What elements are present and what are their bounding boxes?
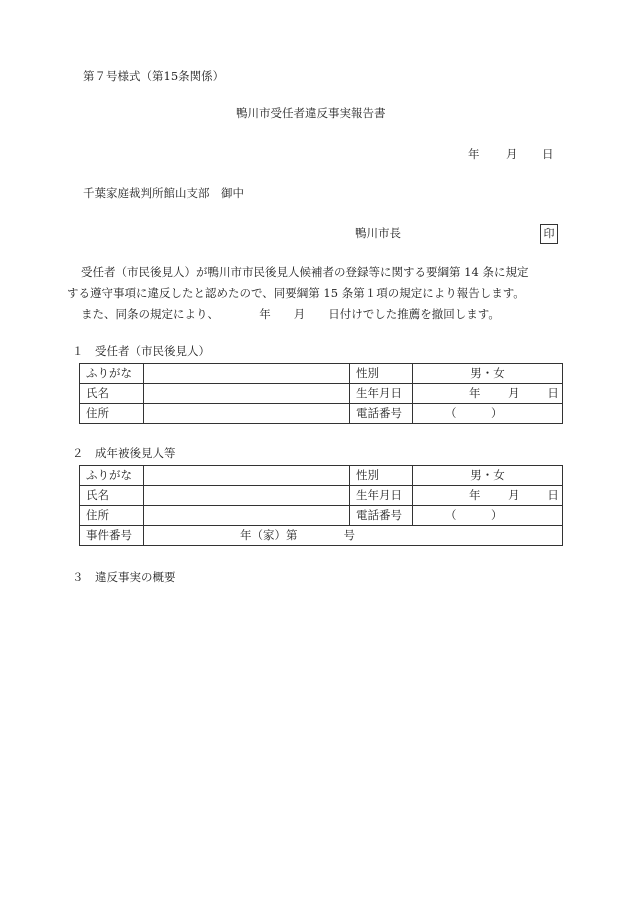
name-label: 氏名	[80, 384, 144, 404]
birth-year: 年	[469, 385, 481, 400]
table-row	[80, 384, 563, 404]
furigana-label: ふりがな	[80, 466, 144, 486]
table-row	[80, 466, 563, 486]
body-line-1: 受任者（市民後見人）が鴨川市市民後見人候補者の登録等に関する要綱第 14 条に規定	[81, 265, 529, 279]
table-row	[80, 404, 563, 424]
table-row	[80, 486, 563, 506]
address-label: 住所	[80, 506, 144, 526]
date-day: 日	[542, 147, 554, 161]
section3-heading: ３ 違反事実の概要	[72, 570, 176, 584]
furigana-field[interactable]	[144, 466, 350, 486]
gender-label: 性別	[350, 466, 413, 486]
name-field[interactable]	[144, 384, 350, 404]
document-title: 鴨川市受任者違反事実報告書	[236, 106, 386, 120]
address-label: 住所	[80, 404, 144, 424]
birthdate-label: 生年月日	[350, 486, 413, 506]
address-field[interactable]	[144, 506, 350, 526]
seal-stamp: 印	[540, 224, 558, 244]
birth-month: 月	[508, 385, 520, 400]
name-field[interactable]	[144, 486, 350, 506]
name-label: 氏名	[80, 486, 144, 506]
address-field[interactable]	[144, 404, 350, 424]
birthdate-field[interactable]	[413, 384, 563, 404]
date-month: 月	[506, 147, 518, 161]
birth-year: 年	[469, 487, 481, 502]
birth-day: 日	[547, 385, 559, 400]
date-year: 年	[468, 147, 480, 161]
section2-heading: ２ 成年被後見人等	[72, 446, 176, 460]
body-line-3: また、同条の規定により、 年 月 日付けでした推薦を撤回します。	[81, 307, 500, 321]
addressee: 千葉家庭裁判所館山支部 御中	[83, 186, 244, 200]
birthdate-field[interactable]	[413, 486, 563, 506]
birth-day: 日	[547, 487, 559, 502]
gender-field[interactable]: 男・女	[413, 364, 563, 384]
trustee-table	[79, 363, 563, 424]
furigana-field[interactable]	[144, 364, 350, 384]
gender-field[interactable]: 男・女	[413, 466, 563, 486]
ward-table	[79, 465, 563, 546]
table-row	[80, 526, 563, 546]
phone-label: 電話番号	[350, 404, 413, 424]
form-number: 第７号様式（第15条関係）	[83, 69, 225, 83]
furigana-label: ふりがな	[80, 364, 144, 384]
section1-heading: １ 受任者（市民後見人）	[72, 344, 210, 358]
birth-month: 月	[508, 487, 520, 502]
case-number-label: 事件番号	[80, 526, 144, 546]
table-row	[80, 364, 563, 384]
phone-label: 電話番号	[350, 506, 413, 526]
body-line-2: する遵守事項に違反したと認めたので、同要綱第 15 条第１項の規定により報告します。	[67, 286, 525, 300]
sender: 鴨川市長	[355, 226, 401, 240]
table-row	[80, 506, 563, 526]
phone-field[interactable]: （ ）	[413, 404, 563, 424]
case-number-field[interactable]: 年（家）第 号	[144, 526, 563, 546]
birthdate-label: 生年月日	[350, 384, 413, 404]
gender-label: 性別	[350, 364, 413, 384]
phone-field[interactable]: （ ）	[413, 506, 563, 526]
body-text	[67, 262, 567, 325]
